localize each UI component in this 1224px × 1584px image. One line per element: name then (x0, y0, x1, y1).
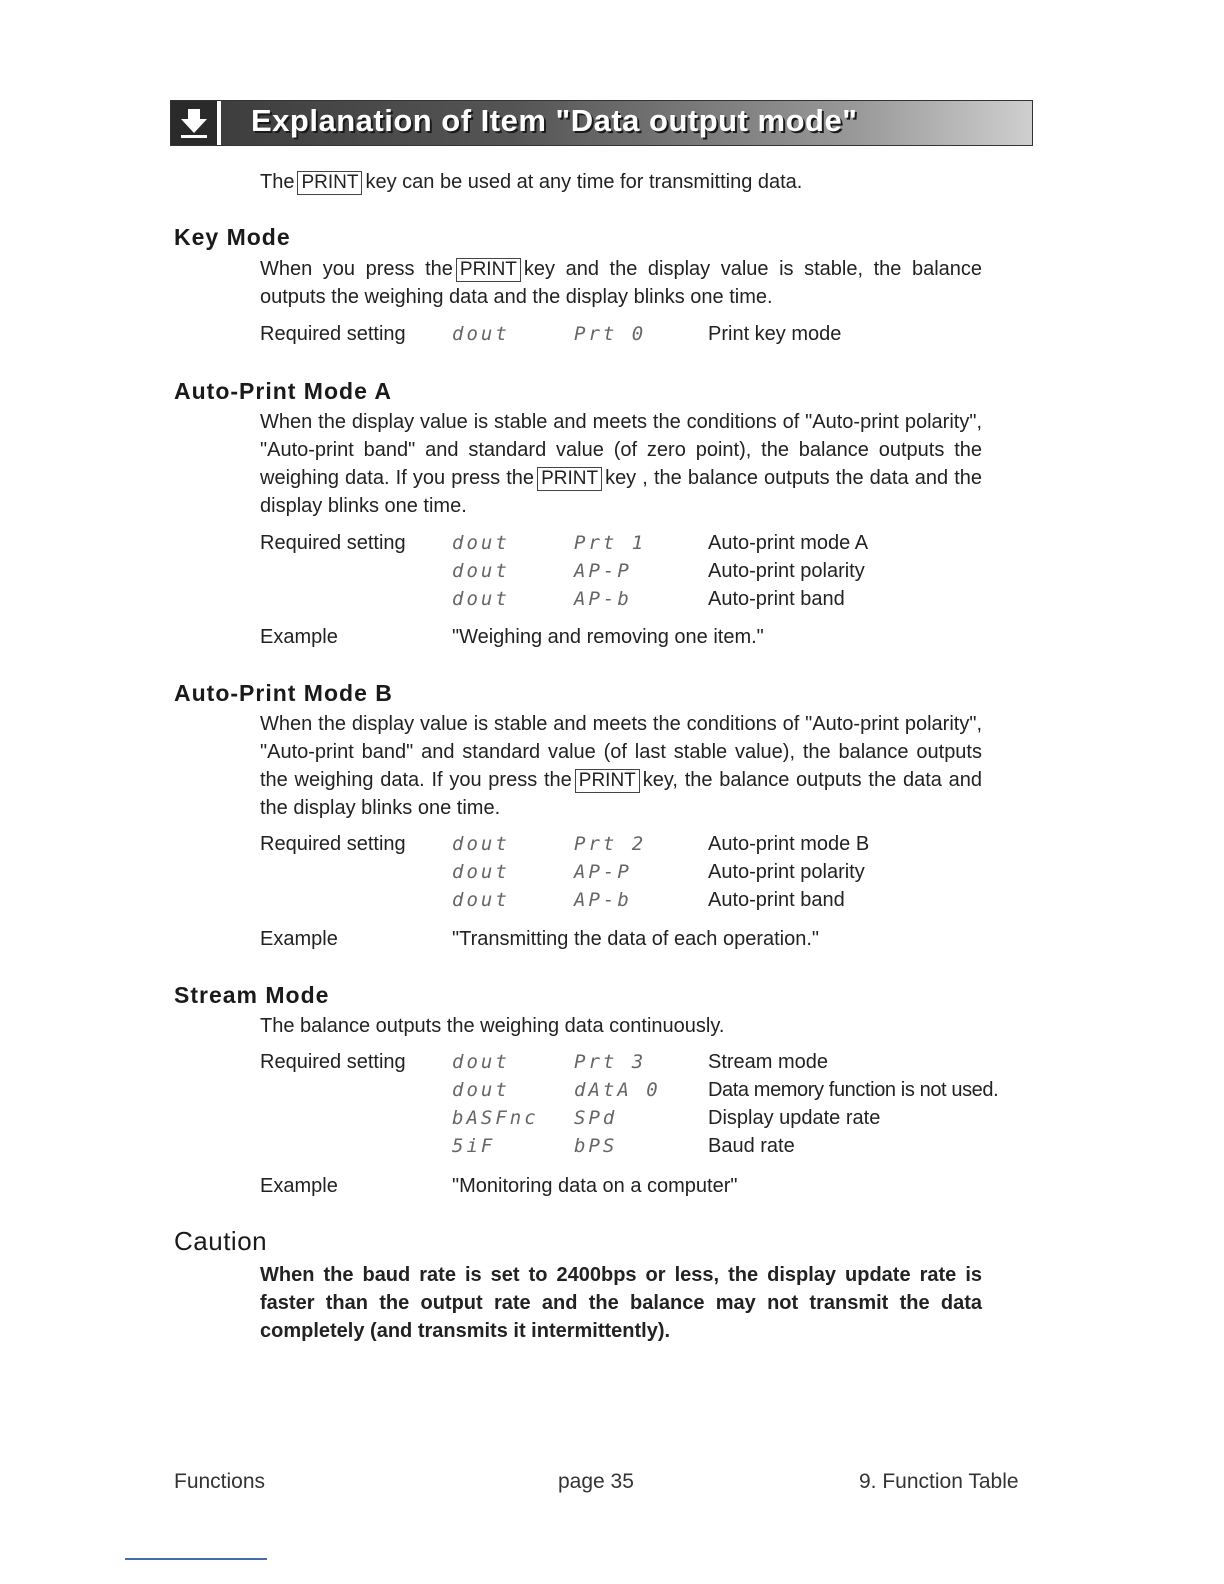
footer-section-name: Functions (174, 1470, 266, 1493)
display-value: Prt 3 (574, 1051, 647, 1073)
setting-description: Stream mode (708, 1051, 829, 1073)
required-setting-label: Required setting (260, 532, 406, 554)
key-mode-heading: Key Mode (174, 224, 291, 250)
display-value: Prt 2 (574, 833, 647, 855)
display-value: bPS (574, 1135, 618, 1157)
example-label: Example (260, 1175, 338, 1197)
example-text: "Weighing and removing one item." (452, 626, 764, 648)
display-code: bASFnc (452, 1107, 539, 1129)
setting-description: Auto-print mode A (708, 532, 869, 554)
caution-text: When the baud rate is set to 2400bps or less, the display update rate is faster than the output rate and the balance may not transmit the data completely (and transmits it intermittently). (260, 1264, 982, 1342)
auto-print-a-text: When the display value is stable and meets the conditions of "Auto-print polarity", "Auto-print band" and standard value (of zero point), the balance outputs the weighing data. If you press the PRINT key , the balance outputs the data and the display blinks one time. (260, 411, 983, 517)
auto-print-b-text: When the display value is stable and meets the conditions of "Auto-print polarity", "Auto-print band" and standard value (of last stable value), the balance outputs the weighing data. If you press the PRINT key, the balance outputs the data and the display blinks one time. (260, 713, 982, 819)
stream-mode-heading: Stream Mode (174, 982, 330, 1008)
setting-description: Auto-print band (708, 588, 845, 610)
display-code: dout (452, 833, 510, 855)
page-number: page 35 (558, 1470, 634, 1493)
required-setting-label: Required setting (260, 1051, 406, 1073)
setting-description: Auto-print mode B (708, 833, 870, 855)
display-value: AP-P (574, 861, 632, 883)
setting-description: Print key mode (708, 323, 842, 345)
display-code: dout (452, 560, 510, 582)
display-code: dout (452, 323, 510, 345)
setting-description: Display update rate (708, 1107, 881, 1129)
display-value: AP-b (574, 588, 632, 610)
setting-description: Auto-print band (708, 889, 845, 911)
auto-print-b-heading: Auto-Print Mode B (174, 680, 393, 706)
stream-mode-text: The balance outputs the weighing data continuously. (260, 1015, 725, 1037)
key-mode-text: When you press the PRINT key and the display value is stable, the balance outputs the weighing data and the display blinks one time. (260, 258, 983, 308)
intro-text: The PRINT key can be used at any time for transmitting data. (260, 171, 803, 193)
print-key-label: PRINT (575, 769, 640, 793)
setting-description: Baud rate (708, 1135, 795, 1157)
setting-description: Data memory function is not used. (708, 1079, 999, 1101)
setting-description: Auto-print polarity (708, 560, 865, 582)
print-key-label: PRINT (297, 171, 362, 195)
display-value: SPd (574, 1107, 618, 1129)
display-value: dAtA 0 (574, 1079, 661, 1101)
footer-chapter: 9. Function Table (859, 1470, 1019, 1493)
display-code: 5iF (452, 1135, 496, 1157)
footer-rule (125, 1558, 267, 1560)
caution-heading: Caution (174, 1226, 268, 1256)
section-banner (170, 100, 1033, 146)
print-key-label: PRINT (537, 467, 602, 491)
download-arrow-icon (171, 101, 221, 145)
example-label: Example (260, 626, 338, 648)
setting-description: Auto-print polarity (708, 861, 865, 883)
display-value: AP-b (574, 889, 632, 911)
print-key-label: PRINT (456, 258, 521, 282)
display-value: Prt 1 (574, 532, 647, 554)
display-code: dout (452, 588, 510, 610)
example-text: "Transmitting the data of each operation." (452, 928, 820, 950)
required-setting-label: Required setting (260, 323, 406, 345)
required-setting-label: Required setting (260, 833, 406, 855)
display-value: AP-P (574, 560, 632, 582)
display-code: dout (452, 889, 510, 911)
display-code: dout (452, 1051, 510, 1073)
display-value: Prt 0 (574, 323, 647, 345)
example-text: "Monitoring data on a computer" (452, 1175, 738, 1197)
display-code: dout (452, 532, 510, 554)
auto-print-a-heading: Auto-Print Mode A (174, 378, 393, 404)
display-code: dout (452, 1079, 510, 1101)
example-label: Example (260, 928, 338, 950)
page-title: Explanation of Item "Data output mode" (251, 103, 858, 138)
display-code: dout (452, 861, 510, 883)
